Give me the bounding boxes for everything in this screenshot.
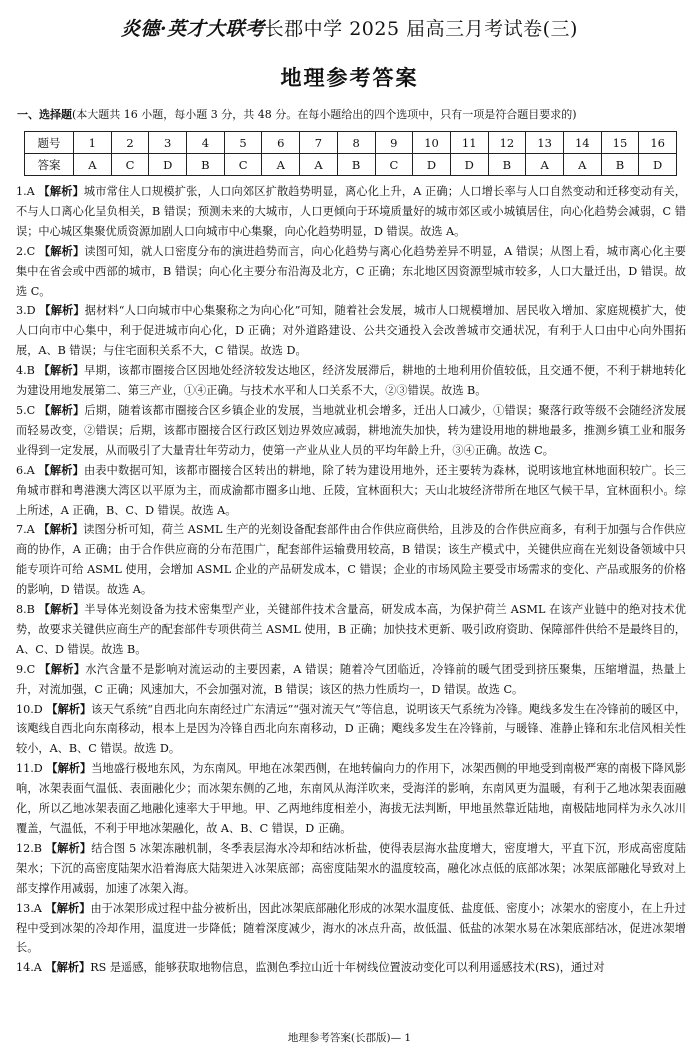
explanation-list — [16, 182, 686, 978]
question-number-cell: 5 — [224, 132, 262, 154]
item-text: 该天气系统“自西北向东南经过广东清远”“强对流天气”等信息，说明该天气系统为冷锋。飑线多发生在冷锋前的暖区中，该飑线自西北向东南移动，根本上是因为冷锋自西北向东南移动，D 正确；飑线多发生在冷锋前，与暖锋、准静止锋和东北信风相关性较小，A、B、C 错误。故选 D。 — [16, 702, 686, 756]
answer-cell: D — [450, 154, 488, 176]
question-number-cell: 2 — [111, 132, 149, 154]
answer-cell: C — [111, 154, 149, 176]
item-prefix: 7.A — [16, 523, 35, 537]
answer-cell: B — [488, 154, 526, 176]
item-prefix: 2.C — [16, 244, 36, 258]
answer-cell: A — [300, 154, 338, 176]
explanation-item — [16, 461, 686, 521]
explanation-item — [16, 242, 686, 302]
answer-cell: D — [149, 154, 187, 176]
item-text: 结合图 5 冰架冻融机制，冬季表层海水冷却和结冰析盐，使得表层海水盐度增大，密度增大，平直下沉，形成高密度陆架水；下沉的高密度陆架水沿着海底大陆架进入冰架底部；高密度陆架水的温度较高，融化冰点低的底部冰架；冰架底部融化导致对上部支撑作用减弱，加速了冰架入海。 — [16, 841, 686, 895]
analysis-tag: 【解析】 — [45, 900, 91, 915]
question-number-cell: 4 — [187, 132, 225, 154]
explanation-item — [16, 700, 686, 760]
item-prefix: 14.A — [16, 961, 42, 975]
analysis-tag: 【解析】 — [46, 761, 92, 776]
section-label: 一、选择题 — [17, 108, 72, 121]
analysis-tag: 【解析】 — [38, 363, 85, 378]
item-text: 半导体光刻设备为技术密集型产业，关键部件技术含量高，研发成本高，为保护荷兰 ASML 在该产业链中的绝对技术优势，故要求关键供应商生产的配套部件专项供荷兰 ASML 使用，B 正确；加快技术更新、吸引政府资助、保障部件供给不是最终目的，A、C、D 错误。故选 B。 — [16, 603, 686, 656]
question-number-cell: 14 — [563, 132, 601, 154]
analysis-tag: 【解析】 — [38, 243, 85, 258]
question-number-cell: 15 — [601, 132, 639, 154]
header-brand: 炎德·英才大联考 — [121, 18, 265, 40]
explanation-item — [16, 899, 686, 959]
analysis-tag: 【解析】 — [38, 402, 85, 417]
item-prefix: 8.B — [16, 603, 35, 617]
header-exam-name: 长郡中学 2025 届高三月考试卷(三) — [264, 18, 578, 40]
explanation-item — [16, 401, 686, 461]
item-text: 早期，该都市圈接合区因地处经济较发达地区，经济发展滞后，耕地的土地利用价值较低，且交通不便，不利于耕地转化为建设用地发展第二、第三产业，①④正确。与技术水平和人口关系不大，②③错误。故选 B。 — [16, 364, 686, 398]
item-prefix: 3.D — [16, 304, 36, 318]
question-number-cell: 12 — [488, 132, 526, 154]
item-text: 当地盛行极地东风，为东南风。甲地在冰架西侧，在地转偏向力的作用下，冰架西侧的甲地受到南极严寒的南极下降风影响，冰架表面气温低、表面融化少；而冰架东侧的乙地，东南风从海洋吹来，受海洋的影响，东南风更为温暖，有利于乙地冰架表面融化，所以乙地冰架表面乙地融化速率大于甲地。甲、乙两地纬度相差小，海拔无法判断，甲地虽然靠近陆地，南极陆地同样为永久冰川覆盖，气温低，不利于甲地冰架融化，故 A、B、C 错误，D 正确。 — [16, 762, 686, 835]
analysis-tag: 【解析】 — [38, 522, 84, 537]
item-text: 读图可知，就人口密度分布的演进趋势而言，向心化趋势与离心化趋势差异不明显，A 错误；从图上看，城市离心化主要集中在省会或中西部的城市，B 错误；向心化主要分布沿海及北方，C 正确；东北地区因资源型城市较多，人口大量迁出，D 错误。故选 C。 — [16, 244, 686, 298]
item-text: 读图分析可知，荷兰 ASML 生产的光刻设备配套部件由合作供应商供给，且涉及的合作供应商多，有利于加强与合作供应商的协作，A 正确；由于合作供应商的分布范围广，配套部件运输费用较高，B 错误；该生产模式中，关键供应商在光刻设备领域中只能专项许可给 ASML 使用，会增加 ASML 企业的产品研发成本，C 错误；企业的市场风险主要受市场需求的变化、产品或服务的价格的影响，D 错误。故选 A。 — [16, 523, 686, 597]
explanation-item — [16, 361, 686, 401]
question-number-cell: 11 — [450, 132, 488, 154]
item-text: 水汽含量不是影响对流运动的主要因素，A 错误；随着冷气团临近，冷锋前的暖气团受到挤压聚集，压缩增温，热量上升，对流加强，C 正确；风速加大，不会加强对流，B 错误；该区的热力性质均一，D 错误。故选 C。 — [16, 662, 686, 696]
question-number-cell: 1 — [74, 132, 112, 154]
explanation-item — [16, 600, 686, 660]
page-footer: 地理参考答案(长郡版)— 1 — [287, 1032, 412, 1044]
explanation-item — [16, 660, 686, 700]
analysis-tag: 【解析】 — [38, 184, 84, 198]
answer-cell: A — [262, 154, 300, 176]
item-text: 由表中数据可知，该都市圈接合区转出的耕地，除了转为建设用地外，还主要转为森林，说明该地宜林地面积较广。长三角城市群和粤港澳大湾区以平原为主，而成渝都市圈多山地、丘陵，宜林面积大；天山北坡经济带所在地区气候干旱，宜林面积小。综上所述，A 正确，B、C、D 错误。故选 A。 — [16, 463, 686, 517]
question-number-row — [25, 132, 677, 154]
question-number-cell: 8 — [337, 132, 375, 154]
item-prefix: 1.A — [16, 185, 35, 198]
item-prefix: 4.B — [16, 364, 35, 378]
section-heading — [17, 108, 687, 122]
explanation-item — [16, 839, 686, 899]
explanation-item — [16, 520, 686, 600]
analysis-tag: 【解析】 — [45, 840, 92, 855]
question-number-cell: 10 — [413, 132, 451, 154]
explanation-item — [16, 958, 686, 978]
question-number-cell: 6 — [262, 132, 300, 154]
item-text: 城市常住人口规模扩张，人口向郊区扩散趋势明显，离心化上升，A 正确；人口增长率与人口自然变动和迁移变动有关，不与人口离心化呈负相关，B 错误；预测未来的大城市，人口更倾向于环境质量好的城市郊区或小城镇居住，向心化趋势会减弱，C 错误；中心城区集聚优质资源加剧人口向城市中心集聚，向心化趋势明显，D 错误。故选 A。 — [16, 185, 686, 238]
item-prefix: 10.D — [16, 702, 43, 716]
item-prefix: 5.C — [16, 403, 36, 417]
analysis-tag: 【解析】 — [46, 701, 92, 716]
analysis-tag: 【解析】 — [39, 661, 86, 676]
answer-row — [25, 154, 677, 176]
answer-label: 答案 — [25, 154, 74, 176]
question-number-cell: 9 — [375, 132, 413, 154]
explanation-item — [16, 182, 686, 242]
item-text: 后期，随着该都市圈接合区乡镇企业的发展，当地就业机会增多，迁出人口减少，①错误；聚落行政等级不会随经济发展而轻易改变，②错误；后期，该都市圈接合区行政区划边界效应减弱，耕地流失加快，转为建设用地的耕地最多，推测乡镇工业和服务业得到一定发展，从而吸引了大量青壮年劳动力，使第一产业从业人员的平均年龄上升，③④正确。故选 C。 — [16, 403, 686, 457]
answer-cell: C — [375, 154, 413, 176]
answer-cell: A — [74, 154, 112, 176]
answer-cell: D — [639, 154, 677, 176]
answer-table — [24, 131, 677, 176]
answer-cell: B — [601, 154, 639, 176]
item-prefix: 13.A — [16, 901, 42, 915]
explanation-item — [16, 759, 686, 839]
item-prefix: 12.B — [16, 841, 43, 855]
item-prefix: 9.C — [16, 662, 36, 676]
item-text: RS 是遥感，能够获取地物信息，监测色季拉山近十年树线位置波动变化可以利用遥感技术(RS)，通过对 — [90, 961, 605, 975]
answer-cell: A — [526, 154, 564, 176]
item-prefix: 6.A — [16, 463, 35, 477]
item-text: 由于冰架形成过程中盐分被析出，因此冰架底部融化形成的冰架水温度低、盐度低、密度小；冰架水的密度小，在上升过程中受到冰架的冷却作用，温度进一步降低；随着深度减少，海水的冰点升高，故低温、低盐的冰架水易在冰架底部结冰，促进冰架增长。 — [16, 901, 686, 955]
analysis-tag: 【解析】 — [38, 462, 84, 477]
section-description: (本大题共 16 小题，每小题 3 分，共 48 分。在每小题给出的四个选项中，只有一项是符合题目要求的) — [72, 108, 577, 121]
explanation-item — [16, 301, 686, 361]
analysis-tag: 【解析】 — [39, 303, 85, 318]
answer-cell: B — [187, 154, 225, 176]
item-text: 据材料“人口向城市中心集聚称之为向心化”可知，随着社会发展，城市人口规模增加、居民收入增加、家庭规模扩大，使人口向市中心集中，利于促进城市向心化，D 正确；对外道路建设、公共交通投入会改善城市交通状况，有利于人口由中心向外围拓展，A、B 错误；与住宅面积关系不大，C 错误。故选 D。 — [16, 304, 686, 358]
analysis-tag: 【解析】 — [38, 602, 85, 617]
exam-header — [0, 14, 699, 41]
item-prefix: 11.D — [16, 762, 43, 776]
answer-cell: A — [563, 154, 601, 176]
question-number-label: 题号 — [25, 132, 74, 154]
question-number-cell: 3 — [149, 132, 187, 154]
answer-cell: B — [337, 154, 375, 176]
question-number-cell: 7 — [300, 132, 338, 154]
page-title: 地理参考答案 — [280, 66, 419, 90]
question-number-cell: 16 — [639, 132, 677, 154]
analysis-tag: 【解析】 — [45, 960, 91, 975]
question-number-cell: 13 — [526, 132, 564, 154]
answer-cell: D — [413, 154, 451, 176]
answer-cell: C — [224, 154, 262, 176]
